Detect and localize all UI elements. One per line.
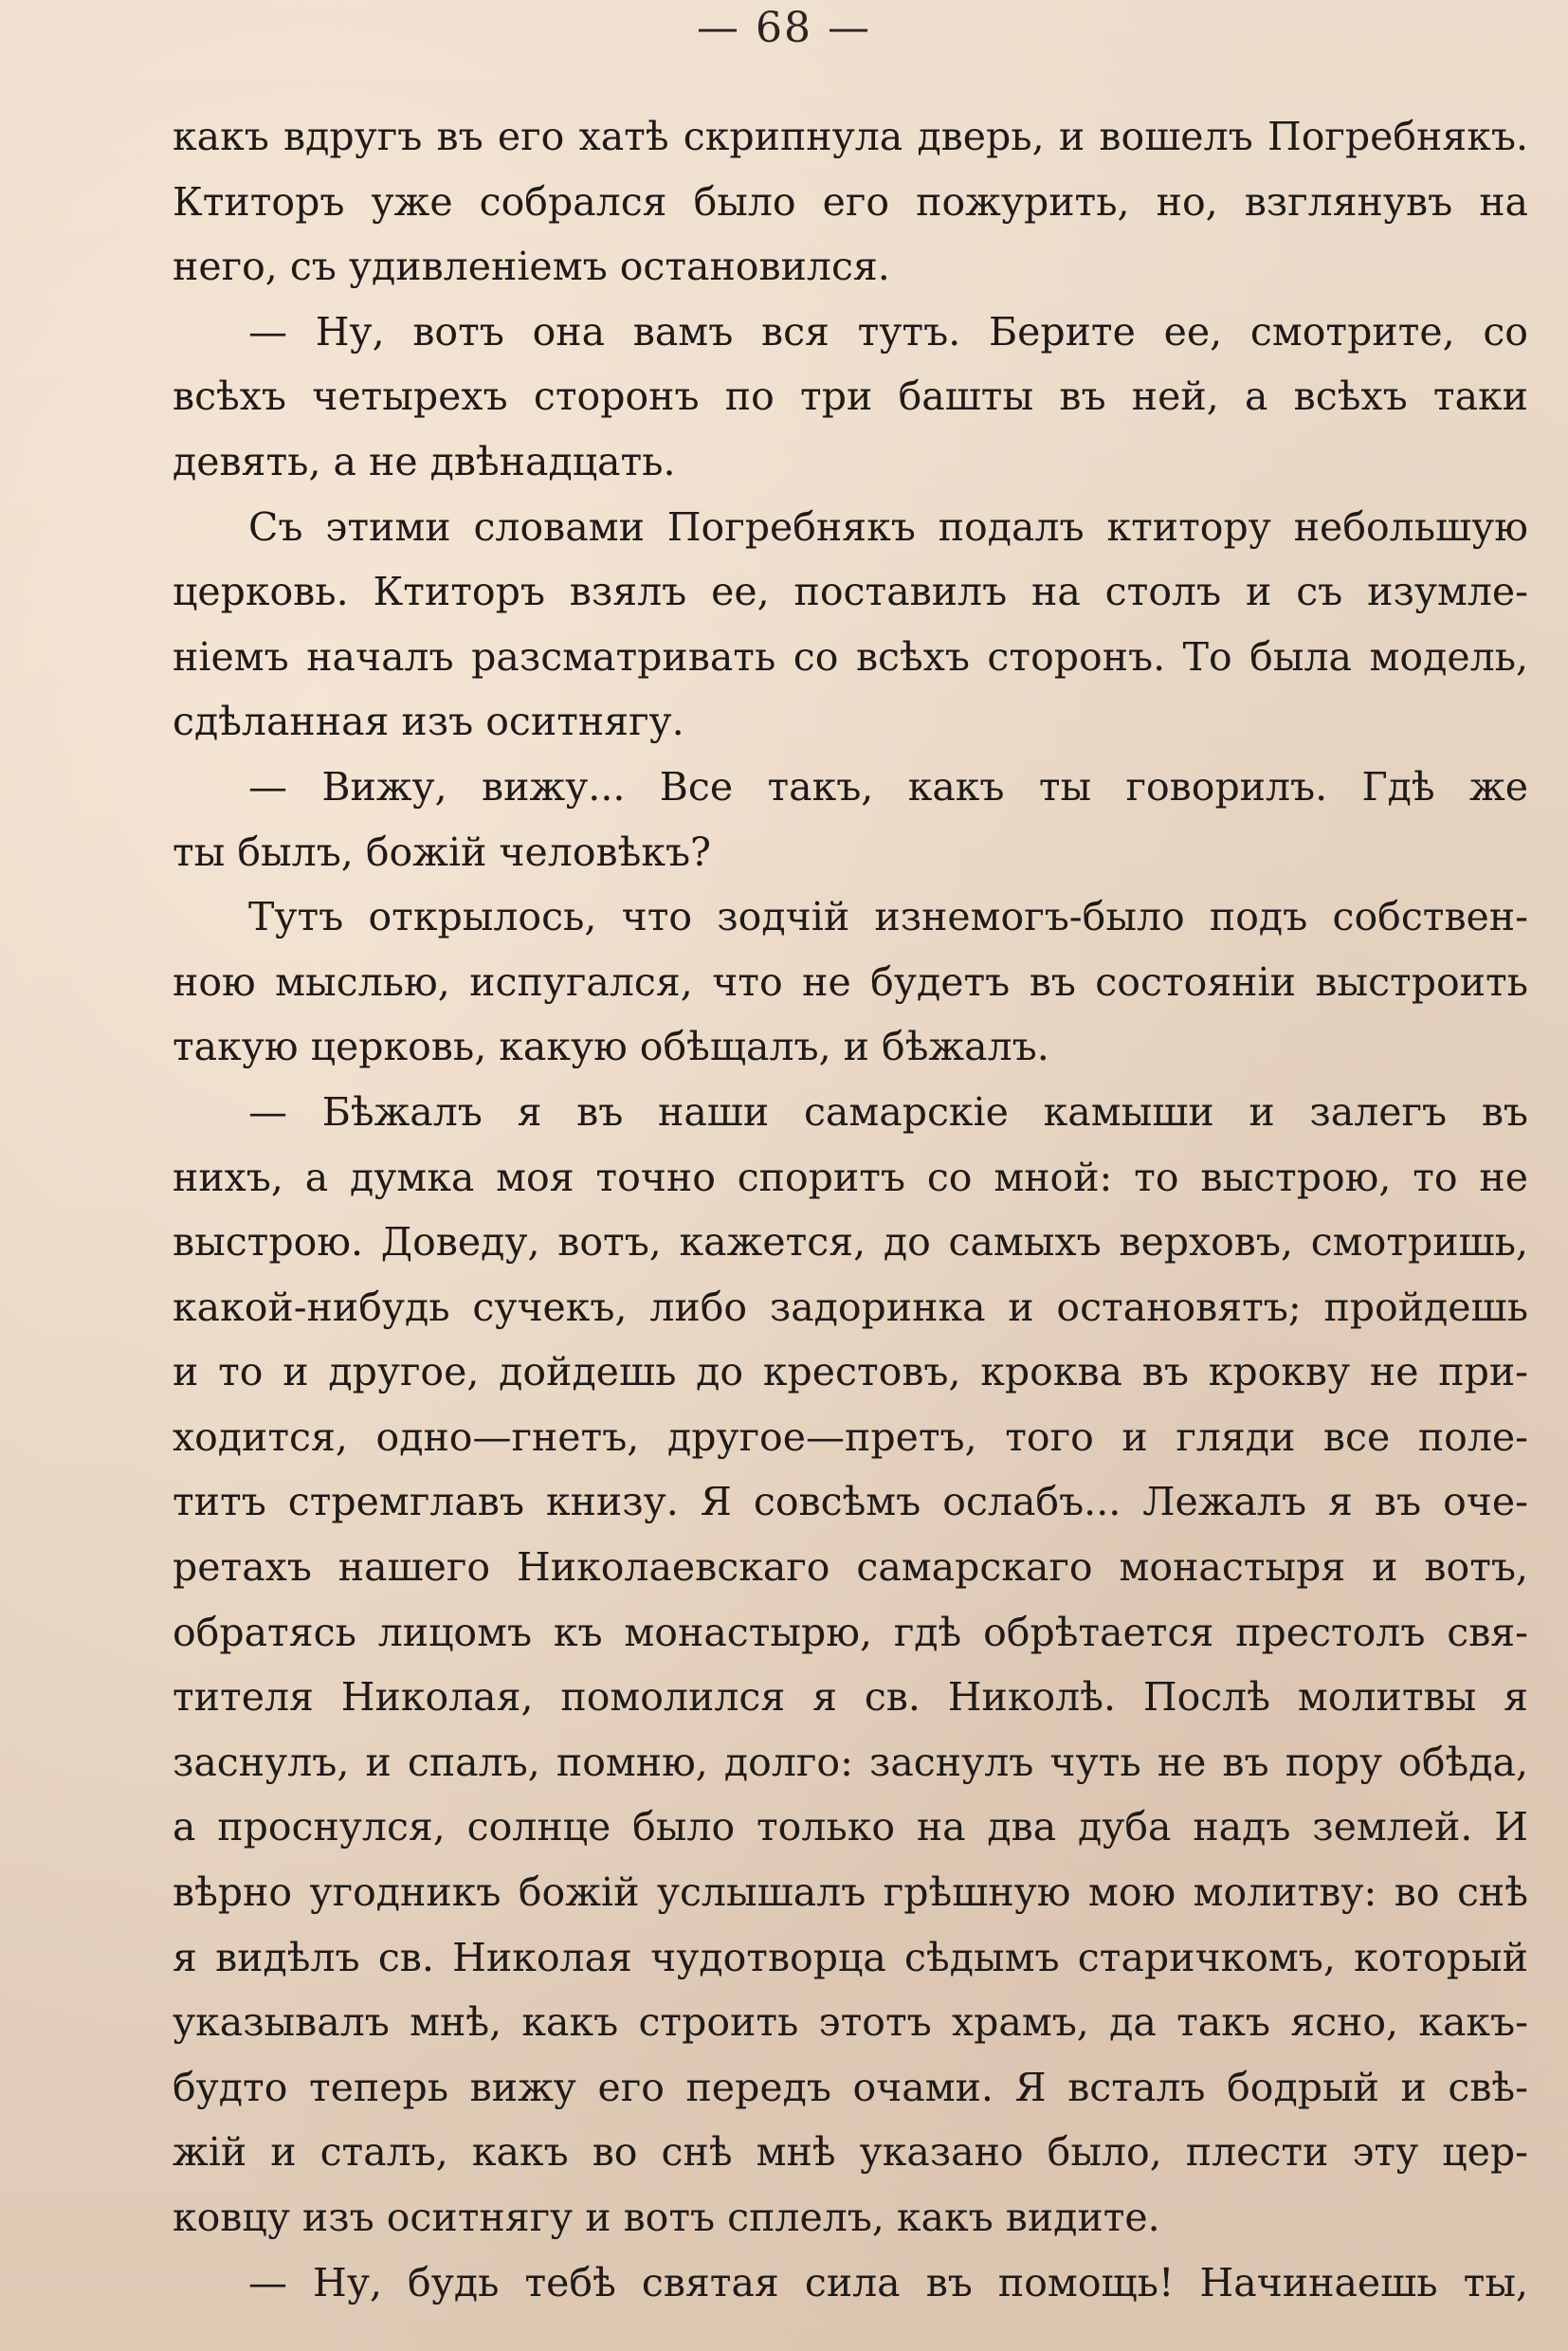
text-line: — Ну, вотъ она вамъ вся тутъ. Берите ее, смотрите, со [248,308,1528,355]
text-line: всѣхъ четырехъ сторонъ по три башты въ ней, а всѣхъ таки [173,374,1528,420]
text-line: ніемъ началъ разсматривать со всѣхъ сторонъ. То была модель, [173,633,1528,680]
text-line: я видѣлъ св. Николая чудотворца сѣдымъ старичкомъ, который [173,1934,1528,1980]
text-line: него, съ удивленіемъ остановился. [173,244,890,290]
text-line: обратясь лицомъ къ монастырю, гдѣ обрѣтается престолъ свя- [173,1609,1528,1655]
text-line: нихъ, а думка моя точно споритъ со мной: то выстрою, то не [173,1154,1528,1200]
text-line: и то и другое, дойдешь до крестовъ, кроква въ крокву не при- [173,1349,1528,1395]
text-line: ковцу изъ оситнягу и вотъ сплелъ, какъ видите. [173,2195,1160,2240]
text-line: какой-нибудь сучекъ, либо задоринка и остановятъ; пройдешь [173,1284,1528,1330]
text-line: титъ стремглавъ книзу. Я совсѣмъ ослабъ... Лежалъ я въ оче- [173,1479,1528,1525]
text-line: ты былъ, божій человѣкъ? [173,829,712,875]
text-line: — Вижу, вижу... Все такъ, какъ ты говорилъ. Гдѣ же [248,763,1528,810]
text-line: тителя Николая, помолился я св. Николѣ. Послѣ молитвы я [173,1674,1528,1721]
text-line: ретахъ нашего Николаевскаго самарскаго монастыря и вотъ, [173,1544,1528,1591]
text-line: ною мыслью, испугался, что не будетъ въ состояніи выстроить [173,958,1528,1005]
text-line: заснулъ, и спалъ, помню, долго: заснулъ чуть не въ пору обѣда, [173,1739,1528,1785]
text-line: а проснулся, солнце было только на два дуба надъ землей. И [173,1804,1528,1850]
text-line: Съ этими словами Погребнякъ подалъ ктитору небольшую [248,503,1528,550]
text-line: — Бѣжалъ я въ наши самарскіе камыши и залегъ въ [248,1088,1528,1135]
text-line: какъ вдругъ въ его хатѣ скрипнула дверь, и вошелъ Погребнякъ. [173,114,1528,159]
text-line: вѣрно угодникъ божій услышалъ грѣшную мою молитву: во снѣ [173,1869,1528,1916]
text-line: жій и сталъ, какъ во снѣ мнѣ указано было, плести эту цер- [173,2129,1528,2176]
text-line: Тутъ открылось, что зодчій изнемогъ-было подъ собствен- [248,894,1528,940]
text-line: выстрою. Доведу, вотъ, кажется, до самыхъ верховъ, смотришь, [173,1219,1528,1266]
text-line: — Ну, будь тебѣ святая сила въ помощь! Начинаешь ты, [248,2259,1528,2305]
text-line: указывалъ мнѣ, какъ строить этотъ храмъ, да такъ ясно, какъ- [173,1999,1528,2046]
text-line: будто теперь вижу его передъ очами. Я всталъ бодрый и свѣ- [173,2064,1528,2110]
page-number: — 68 — [697,4,871,52]
text-line: Ктиторъ уже собрался было его пожурить, но, взглянувъ на [173,178,1528,225]
body-text [173,104,1528,2315]
text-line: такую церковь, какую обѣщалъ, и бѣжалъ. [173,1024,1049,1070]
text-line: ходится, одно—гнетъ, другое—претъ, того и гляди все поле- [173,1413,1528,1460]
text-line: церковь. Ктиторъ взялъ ее, поставилъ на столъ и съ изумле- [173,569,1528,615]
text-line: сдѣланная изъ оситнягу. [173,699,684,745]
text-line: девять, а не двѣнадцать. [173,438,676,484]
